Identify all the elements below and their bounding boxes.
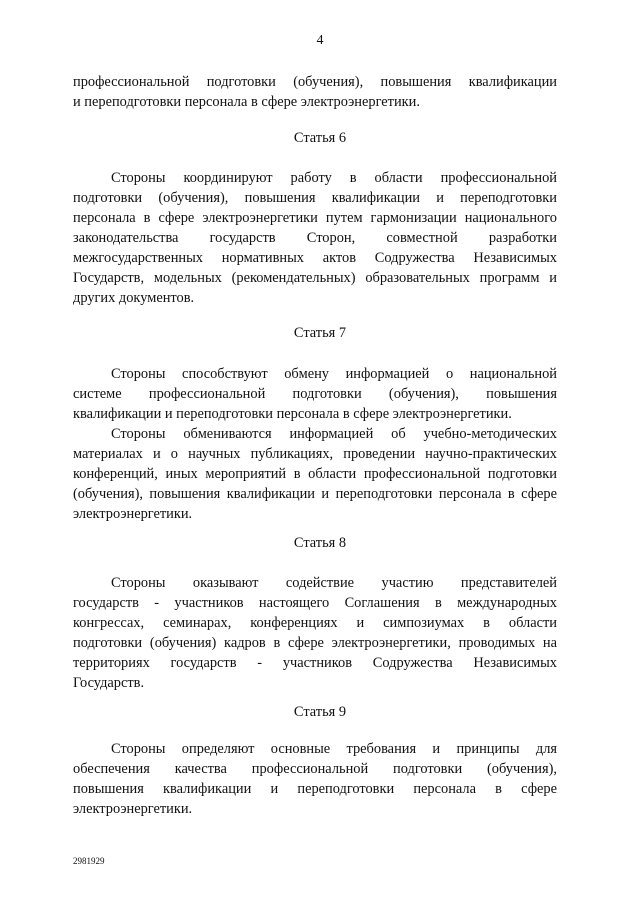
paragraph-line: межгосударственных нормативных актов Содружества Независимых [73, 250, 557, 266]
intro-line: и переподготовки персонала в сфере электроэнергетики. [73, 94, 420, 110]
paragraph-line: Стороны определяют основные требования и принципы для [111, 741, 557, 757]
paragraph-line: государств - участников настоящего Соглашения в международных [73, 595, 557, 611]
paragraph-line: подготовки (обучения) кадров в сфере электроэнергетики, проводимых на [73, 635, 557, 651]
paragraph-line: (обучения), повышения квалификации и переподготовки персонала в сфере [73, 486, 557, 502]
article-heading: Статья 6 [293, 130, 347, 146]
paragraph-line: Стороны обмениваются информацией об учебно-методических [111, 426, 557, 442]
intro-line: профессиональной подготовки (обучения), повышения квалификации [73, 74, 557, 90]
paragraph-line: Стороны способствуют обмену информацией о национальной [111, 366, 557, 382]
paragraph-line: повышения квалификации и переподготовки персонала в сфере [73, 781, 557, 797]
paragraph-line: обеспечения качества профессиональной подготовки (обучения), [73, 761, 557, 777]
paragraph-line: системе профессиональной подготовки (обучения), повышения [73, 386, 557, 402]
document-code: 2981929 [73, 856, 105, 866]
paragraph-line: электроэнергетики. [73, 801, 193, 817]
article-heading: Статья 9 [293, 704, 347, 720]
paragraph-line: квалификации и переподготовки персонала в сфере электроэнергетики. [73, 406, 512, 422]
paragraph-line: конгрессах, семинарах, конференциях и симпозиумах в области [73, 615, 557, 631]
paragraph-line: электроэнергетики. [73, 506, 193, 522]
paragraph-line: Стороны оказывают содействие участию представителей [111, 575, 557, 591]
paragraph-line: Стороны координируют работу в области профессиональной [111, 170, 557, 186]
paragraph-line: подготовки (обучения), повышения квалификации и переподготовки [73, 190, 557, 206]
article-heading: Статья 8 [293, 535, 347, 551]
paragraph-line: территориях государств - участников Содружества Независимых [73, 655, 557, 671]
paragraph-line: законодательства государств Сторон, совместной разработки [73, 230, 557, 246]
paragraph-line: Государств, модельных (рекомендательных) образовательных программ и [73, 270, 557, 286]
paragraph-line: конференций, иных мероприятий в области профессиональной подготовки [73, 466, 557, 482]
paragraph-line: других документов. [73, 290, 195, 306]
article-heading: Статья 7 [293, 325, 347, 341]
paragraph-line: Государств. [73, 675, 145, 691]
paragraph-line: материалах и о научных публикациях, проведении научно-практических [73, 446, 557, 462]
paragraph-line: персонала в сфере электроэнергетики путем гармонизации национального [73, 210, 557, 226]
page-number: 4 [316, 33, 324, 48]
